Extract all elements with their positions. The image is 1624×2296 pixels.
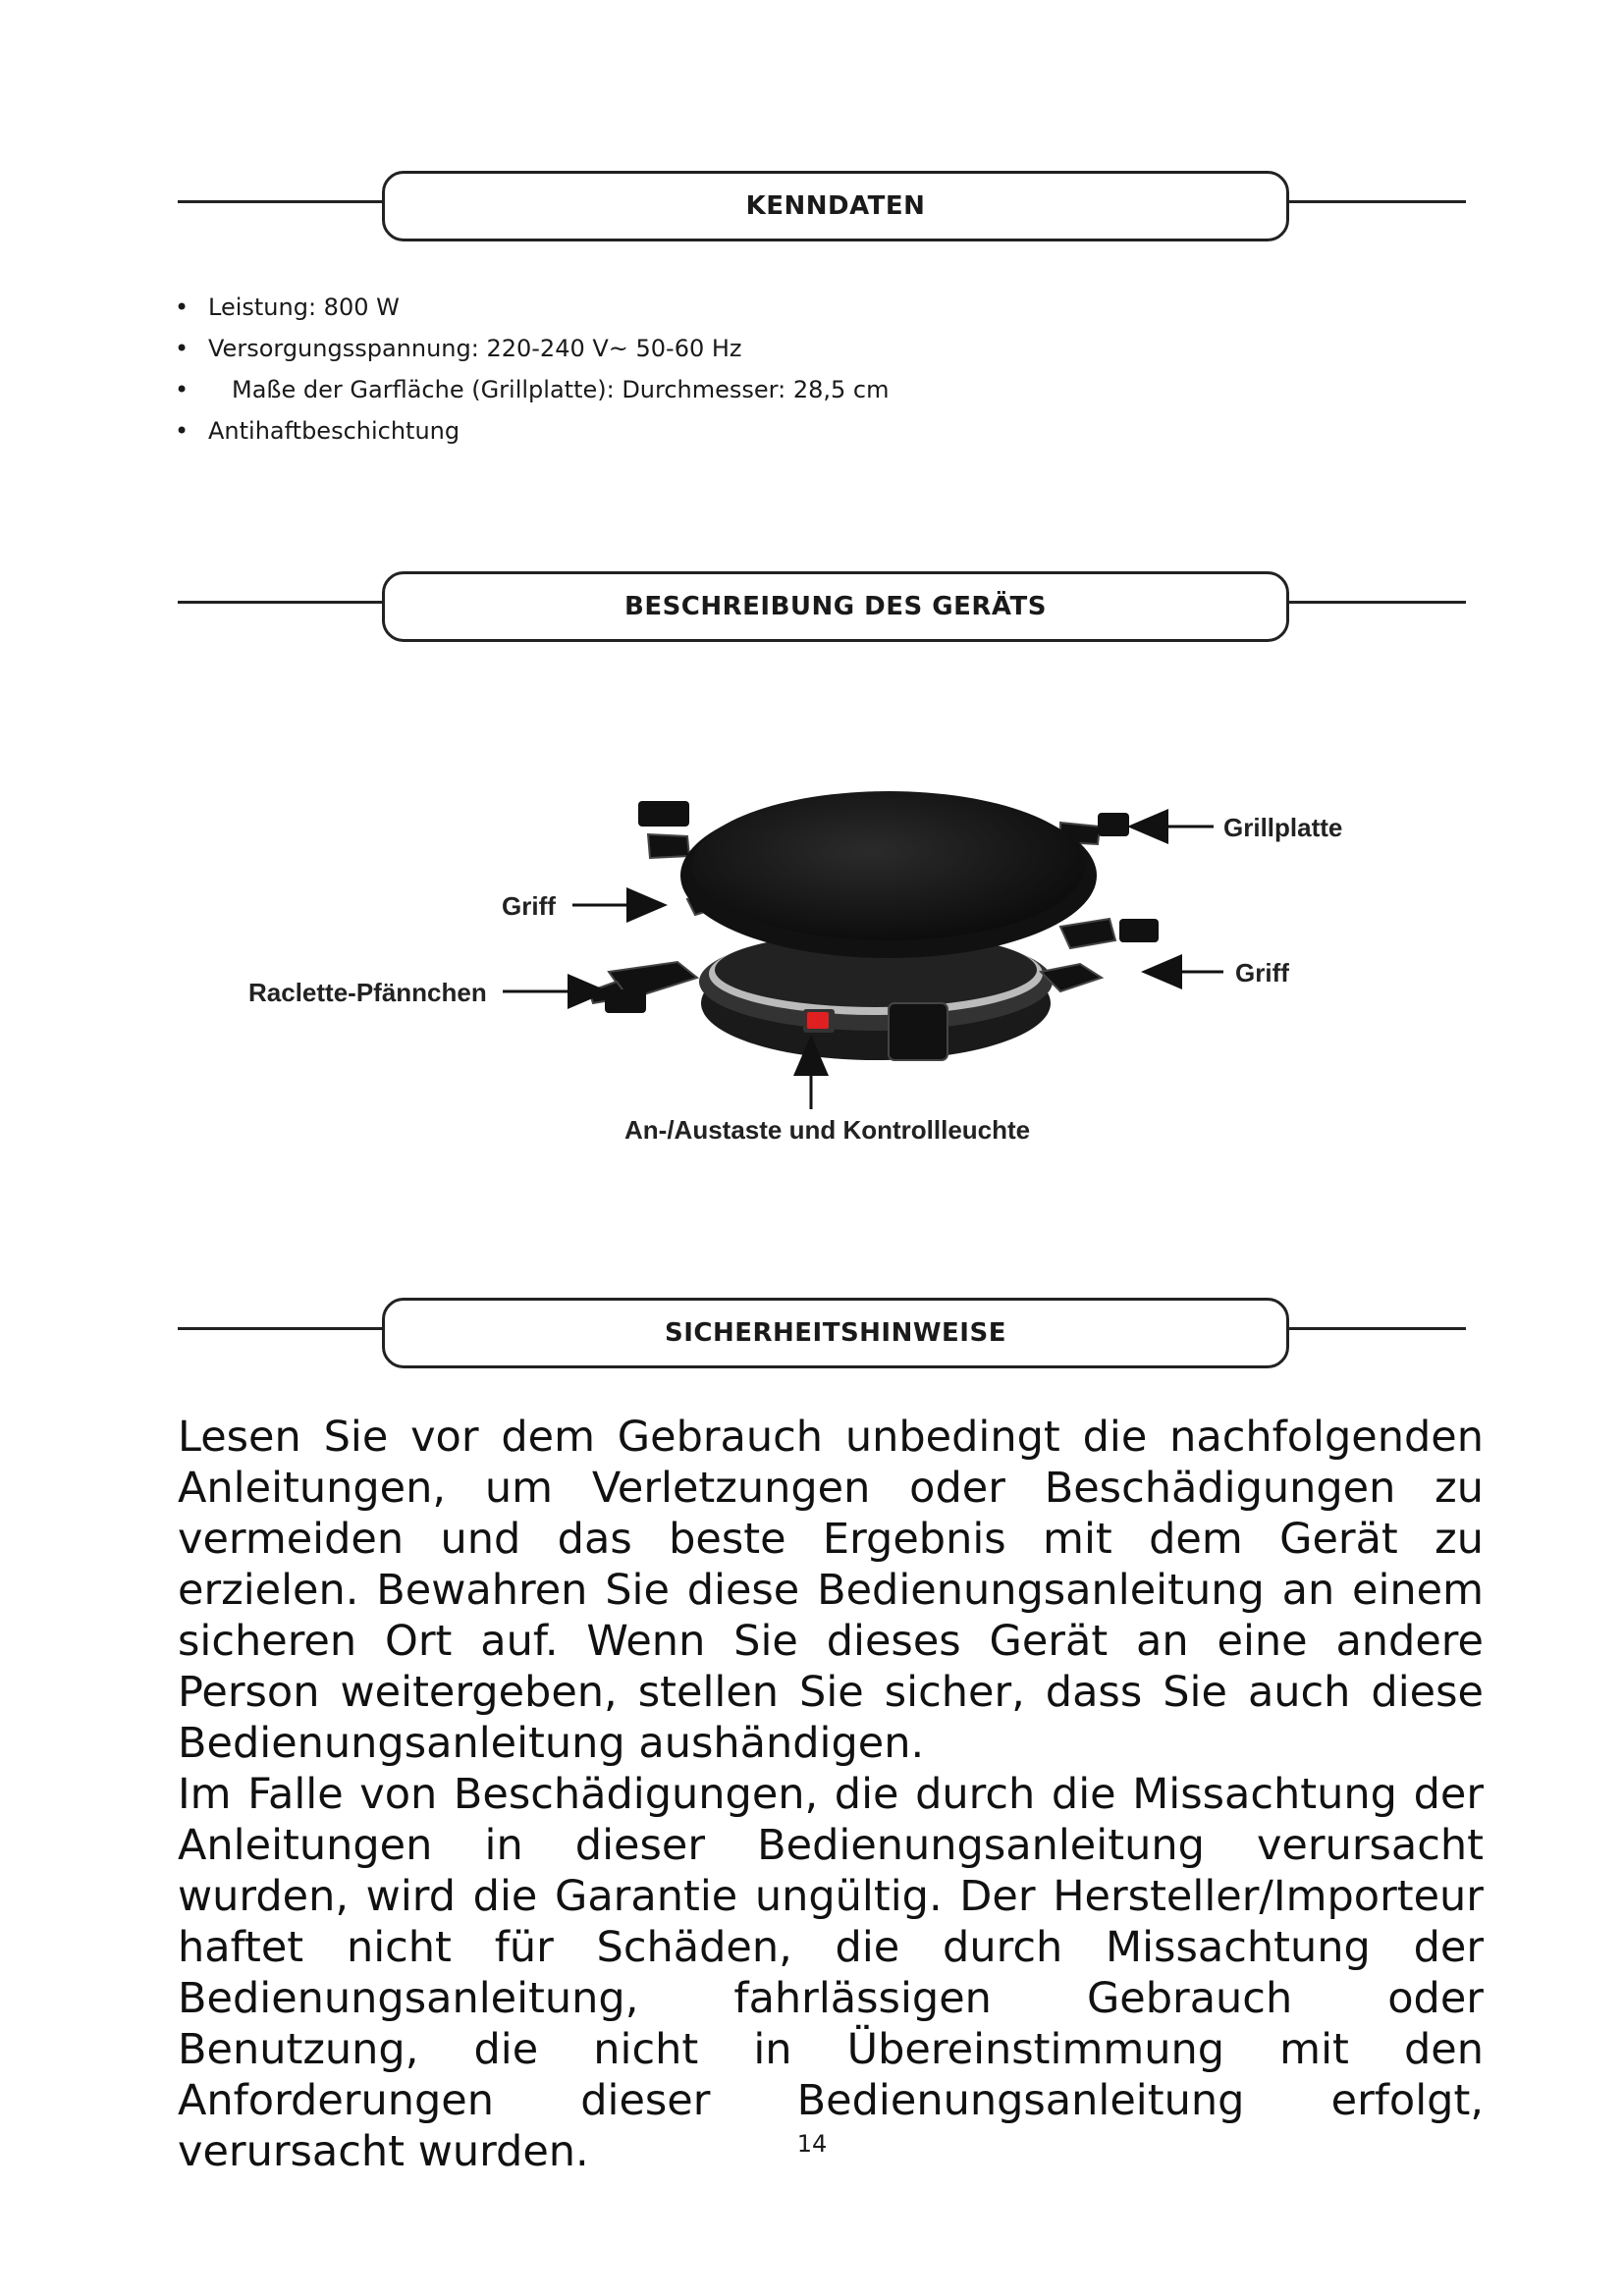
power-switch-light — [807, 1012, 829, 1029]
spec-item: • Maße der Garfläche (Grillplatte): Durchmesser: 28,5 cm — [175, 369, 889, 410]
section-title-box — [382, 171, 1289, 241]
raclette-illustration — [0, 687, 1624, 1178]
spec-item: • Antihaftbeschichtung — [175, 410, 889, 452]
label-raclette-pfaennchen: Raclette-Pfännchen — [248, 978, 487, 1007]
section-title-box — [382, 1298, 1289, 1368]
section-header-kenndaten — [178, 171, 1466, 249]
section-header-sicherheit — [178, 1298, 1466, 1376]
device-diagram — [0, 687, 1624, 1178]
divider-line — [178, 601, 384, 604]
label-switch: An-/Austaste und Kontrollleuchte — [624, 1115, 1031, 1145]
safety-paragraph: Im Falle von Beschädigungen, die durch die Missachtung der Anleitungen in dieser Bedienungsanleitung verursacht wurden, wird die Garantie ungültig. Der Hersteller/Importeur haftet nicht für Schäden, die durch Missachtung der Bedienungsanleitung, fahrlässigen Gebrauch oder Benutzung, die nicht in Übereinstimmung mit den Anforderungen dieser Bedienungsanleitung erfolgt, verursacht wurden. — [178, 1770, 1484, 2176]
label-griff-right: Griff — [1235, 958, 1289, 988]
label-griff-left: Griff — [502, 891, 556, 921]
specs-list — [175, 287, 889, 452]
divider-line — [178, 200, 384, 203]
divider-line — [1287, 601, 1466, 604]
grill-plate — [692, 791, 1085, 940]
divider-line — [178, 1327, 384, 1330]
spec-item: • Versorgungsspannung: 220-240 V~ 50-60 Hz — [175, 328, 889, 369]
section-title-box — [382, 571, 1289, 642]
section-title: BESCHREIBUNG DES GERÄTS — [624, 592, 1047, 621]
section-title: KENNDATEN — [745, 191, 926, 221]
safety-text — [178, 1412, 1484, 2177]
page-number: 14 — [796, 2130, 828, 2158]
divider-line — [1287, 1327, 1466, 1330]
safety-paragraph: Lesen Sie vor dem Gebrauch unbedingt die nachfolgenden Anleitungen, um Verletzungen oder Beschädigungen zu vermeiden und das beste Ergebnis mit dem Gerät zu erzielen. Bewahren Sie diese Bedienungsanleitung an einem sicheren Ort auf. Wenn Sie dieses Gerät an eine andere Person weitergeben, stellen Sie sicher, dass Sie auch diese Bedienungsanleitung aushändigen. — [178, 1413, 1484, 1768]
section-header-beschreibung — [178, 571, 1466, 650]
divider-line — [1287, 200, 1466, 203]
spec-item: • Leistung: 800 W — [175, 287, 889, 328]
label-grillplatte: Grillplatte — [1223, 813, 1343, 842]
section-title: SICHERHEITSHINWEISE — [665, 1318, 1006, 1348]
